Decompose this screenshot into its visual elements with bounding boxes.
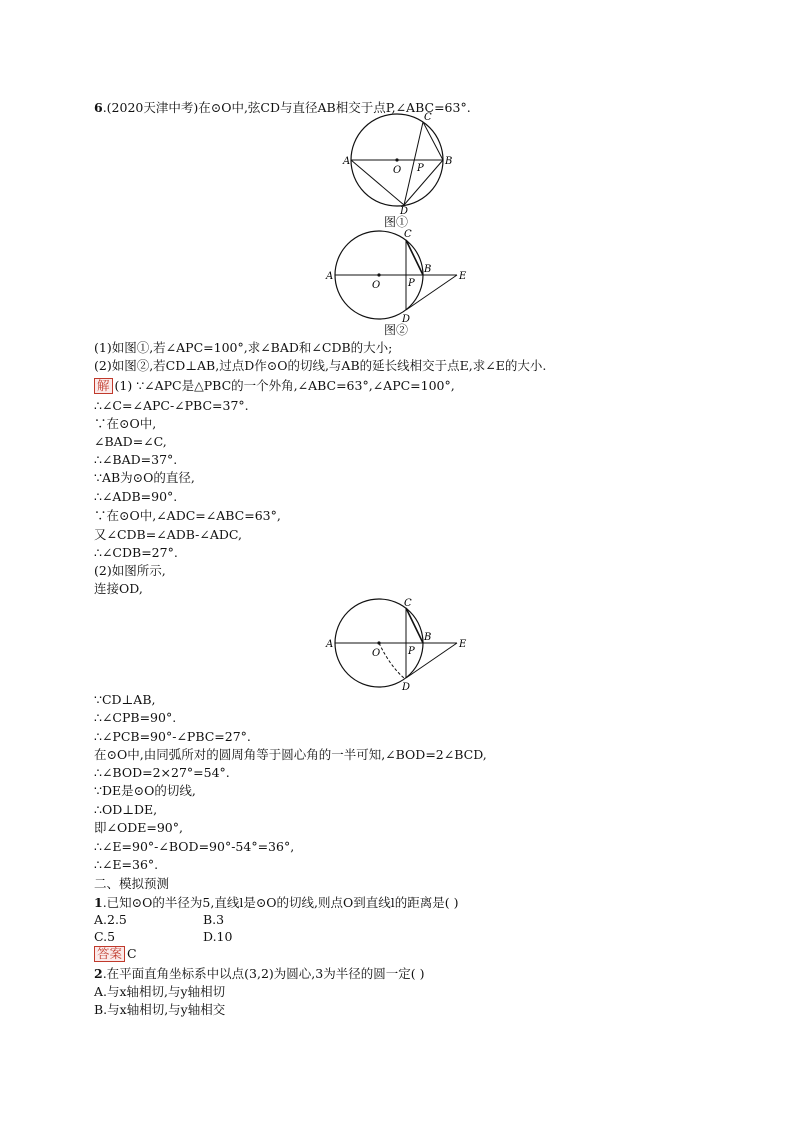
label-e: E — [459, 639, 467, 650]
solution-line-9: ∴∠CDB=27°. — [94, 545, 178, 560]
problem-stem-text: .(2020天津中考)在⊙O中,弦CD与直径AB相交于点P,∠ABC=63°. — [102, 100, 471, 115]
label-p: P — [408, 646, 415, 657]
problem-number: 6 — [94, 100, 103, 115]
solution2-line-1: ∴∠CPB=90°. — [94, 710, 177, 725]
label-o: O — [372, 648, 381, 659]
label-c: C — [424, 112, 432, 123]
figure-1-caption: 图① — [384, 215, 409, 229]
solution2-line-5: ∵DE是⊙O的切线, — [94, 783, 196, 798]
question-2-number: 2 — [94, 966, 103, 981]
solution-line-1: ∴∠C=∠APC-∠PBC=37°. — [94, 398, 249, 413]
radius-od-dashed — [379, 643, 404, 678]
figure-3-diagram — [324, 596, 474, 694]
figure-2-diagram — [324, 226, 474, 326]
section-title: 二、模拟预测 — [94, 876, 170, 891]
label-e: E — [459, 271, 467, 282]
solution2-line-6: ∴OD⊥DE, — [94, 802, 158, 817]
label-b: B — [445, 156, 453, 167]
question-1-option-c: C.5 — [94, 929, 116, 944]
label-a: A — [343, 156, 351, 167]
question-1-option-b: B.3 — [203, 912, 225, 927]
solution-line-10: (2)如图所示, — [94, 563, 166, 578]
label-a: A — [326, 271, 334, 282]
question-part-2: (2)如图②,若CD⊥AB,过点D作⊙O的切线,与AB的延长线相交于点E,求∠E的大小. — [94, 358, 547, 373]
center-point — [377, 273, 380, 276]
question-2-option-b: B.与x轴相切,与y轴相交 — [94, 1002, 226, 1017]
question-1-text: .已知⊙O的半径为5,直线l是⊙O的切线,则点O到直线l的距离是( ) — [102, 895, 459, 910]
solution2-line-8: ∴∠E=90°-∠BOD=90°-54°=36°, — [94, 839, 295, 854]
solution2-line-9: ∴∠E=36°. — [94, 857, 159, 872]
question-1-option-d: D.10 — [203, 929, 233, 944]
figure-1-diagram — [340, 108, 460, 214]
solution2-line-4: ∴∠BOD=2×27°=54°. — [94, 765, 230, 780]
label-b: B — [424, 264, 432, 275]
label-d: D — [400, 206, 409, 214]
answer-text: C — [127, 946, 137, 961]
question-2-option-a: A.与x轴相切,与y轴相切 — [94, 984, 226, 999]
solution-line-5: ∵AB为⊙O的直径, — [94, 470, 195, 485]
label-o: O — [372, 280, 381, 291]
solution-line-3: ∠BAD=∠C, — [94, 434, 167, 449]
segment-cb — [406, 608, 423, 643]
solution-line-2: ∵在⊙O中, — [94, 416, 157, 431]
solution-line-0 — [94, 378, 455, 394]
solution2-line-0: ∵CD⊥AB, — [94, 692, 156, 707]
question-1-answer — [94, 946, 137, 962]
label-c: C — [404, 598, 412, 609]
label-p: P — [417, 163, 424, 174]
solution-tag: 解 — [94, 378, 113, 394]
solution-line-7: ∵在⊙O中,∠ADC=∠ABC=63°, — [94, 508, 281, 523]
label-c: C — [404, 229, 412, 240]
solution-line-6: ∴∠ADB=90°. — [94, 489, 178, 504]
question-1-option-a: A.2.5 — [94, 912, 127, 927]
answer-tag: 答案 — [94, 946, 125, 962]
solution2-line-3: 在⊙O中,由同弧所对的圆周角等于圆心角的一半可知,∠BOD=2∠BCD, — [94, 747, 487, 762]
segment-cb — [406, 240, 423, 275]
label-p: P — [408, 278, 415, 289]
solution2-line-2: ∴∠PCB=90°-∠PBC=27°. — [94, 729, 251, 744]
solution-text: (1) ∵∠APC是△PBC的一个外角,∠ABC=63°,∠APC=100°, — [114, 378, 455, 393]
figure-2-caption: 图② — [384, 323, 409, 337]
question-1-number: 1 — [94, 895, 103, 910]
label-d: D — [402, 682, 411, 693]
label-b: B — [424, 632, 432, 643]
solution2-line-7: 即∠ODE=90°, — [94, 820, 183, 835]
solution-line-8: 又∠CDB=∠ADB-∠ADC, — [94, 527, 242, 542]
question-2-stem — [94, 966, 424, 982]
question-1-stem — [94, 895, 459, 911]
center-point — [395, 158, 398, 161]
question-2-text: .在平面直角坐标系中以点(3,2)为圆心,3为半径的圆一定( ) — [102, 966, 425, 981]
solution-line-11: 连接OD, — [94, 581, 143, 596]
label-d: D — [402, 314, 411, 325]
center-point — [377, 641, 380, 644]
question-part-1: (1)如图①,若∠APC=100°,求∠BAD和∠CDB的大小; — [94, 340, 393, 355]
segment-cb — [423, 122, 443, 160]
solution-line-4: ∴∠BAD=37°. — [94, 452, 178, 467]
label-a: A — [326, 639, 334, 650]
label-o: O — [393, 165, 402, 176]
